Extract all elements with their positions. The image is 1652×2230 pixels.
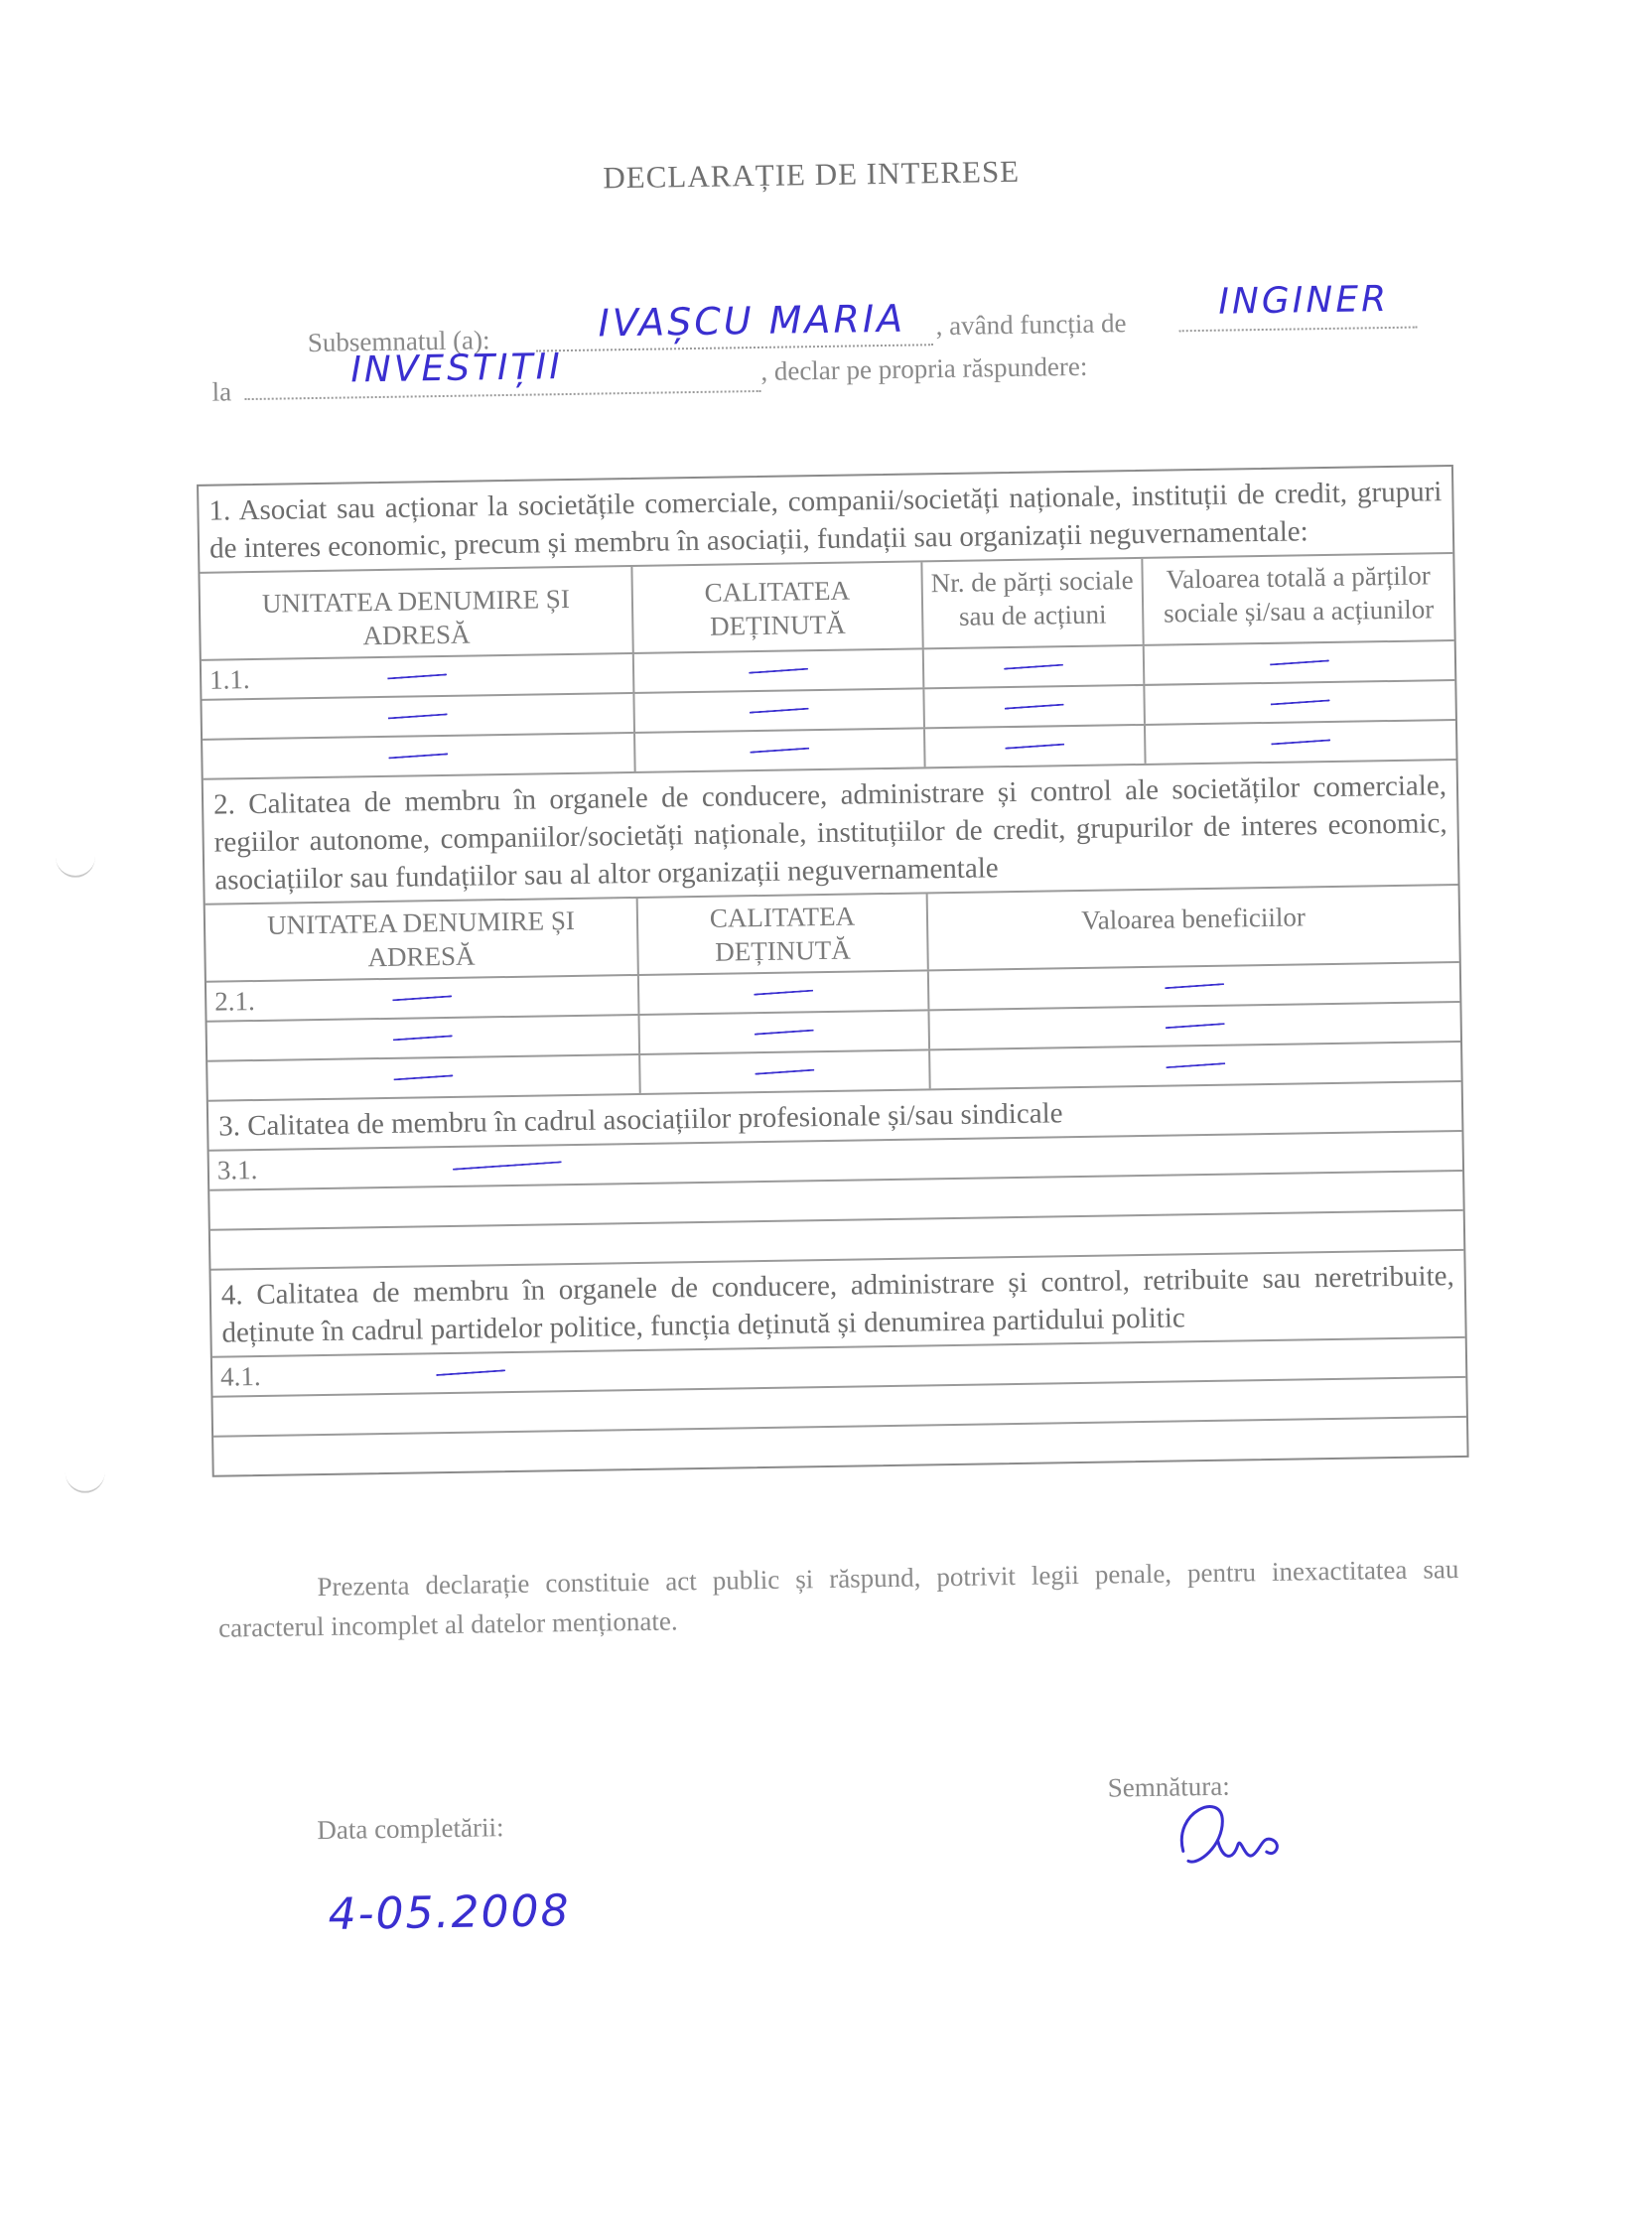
empty-dash xyxy=(436,1369,505,1376)
empty-dash xyxy=(750,748,809,754)
empty-dash xyxy=(1166,1062,1225,1068)
la-label: la xyxy=(211,376,232,407)
row-label: 2.1. xyxy=(213,986,255,1017)
punch-hole-mark xyxy=(65,1451,105,1493)
empty-dash xyxy=(755,1069,814,1075)
section4-heading: 4. Calitatea de membru în organele de conducere, administrare și control, retribuite sau neretribuite, deținute în cadrul partidelor politice, funcția deținută și denumirea partidului politic xyxy=(220,1260,1454,1349)
empty-dash xyxy=(749,668,808,674)
section1-col-calitatea: CALITATEA DEȚINUTĂ xyxy=(632,562,923,652)
empty-dash xyxy=(1166,1023,1225,1029)
section1-col-nr-parti: Nr. de părți sociale sau de acțiuni xyxy=(922,559,1144,647)
section2-col-calitatea: CALITATEA DEȚINUTĂ xyxy=(638,894,929,974)
section3-heading: 3. Calitatea de membru în cadrul asociațiilor profesionale și/sau sindicale xyxy=(217,1097,1063,1143)
empty-dash xyxy=(388,713,448,719)
declarant-name: IVAȘCU MARIA xyxy=(598,296,906,346)
empty-dash xyxy=(453,1161,562,1170)
subsemnatul-label: Subsemnatul (a): xyxy=(307,325,490,358)
section2-heading: 2. Calitatea de membru în organele de conducere, administrare și control ale societăților comerciale, regiilor autonome, companiilor/societăți naționale, instituțiilor de credit, grupurilor de interes economic, asociațiilor sau fundațiilor sau al altor organizații neguvernamentale xyxy=(212,769,1447,897)
la-value: INVESTIȚII xyxy=(349,347,564,391)
empty-dash xyxy=(754,990,813,996)
date-value: 4-05.2008 xyxy=(328,1885,571,1940)
empty-dash xyxy=(750,708,809,714)
empty-dash xyxy=(1271,699,1330,705)
interests-table xyxy=(197,465,1469,1477)
functia-label: , având funcția de xyxy=(935,308,1127,342)
section1-col-valoarea: Valoarea totală a părților sociale și/sau a acțiunilor xyxy=(1163,560,1435,628)
declar-text: , declar pe propria răspundere: xyxy=(760,350,1088,386)
section2-heading-row xyxy=(204,761,1458,906)
section2-col-valoarea: Valoarea beneficiilor xyxy=(1081,902,1307,935)
legal-statement: Prezenta declarație constituie act public și răspund, potrivit legii penale, pentru inexactitatea sau caracterul incomplet al datelor menționate. xyxy=(217,1554,1459,1643)
row-label: 3.1. xyxy=(216,1155,258,1185)
empty-dash xyxy=(392,995,452,1001)
functia-value: INGINER xyxy=(1217,278,1390,323)
empty-dash xyxy=(1004,664,1063,670)
row-label: 4.1. xyxy=(219,1360,261,1392)
punch-hole-mark xyxy=(56,836,96,879)
section1-heading: 1. Asociat sau acționar la societățile comerciale, companii/societăți naționale, instituții de credit, grupuri de interes economic, precum și membru în asociații, fundații sau organizații neguvernamentale: xyxy=(208,476,1443,565)
signature-mark xyxy=(1163,1789,1322,1882)
empty-dash xyxy=(1270,659,1329,665)
empty-dash xyxy=(393,1035,453,1041)
empty-dash xyxy=(1271,739,1330,745)
section1-col-unitatea: UNITATEA DENUMIRE ȘI ADRESĂ xyxy=(200,567,633,659)
empty-dash xyxy=(755,1030,814,1036)
empty-dash xyxy=(1165,983,1224,989)
page-title: DECLARAȚIE DE INTERESE xyxy=(603,153,1021,196)
empty-dash xyxy=(393,1074,453,1080)
empty-dash xyxy=(1005,744,1064,750)
empty-dash xyxy=(1005,704,1064,710)
section2-col-unitatea: UNITATEA DENUMIRE ȘI ADRESĂ xyxy=(206,899,639,981)
date-label: Data completării: xyxy=(317,1812,504,1846)
row-label: 1.1. xyxy=(208,664,250,695)
empty-dash xyxy=(387,673,447,679)
signature-label: Semnătura: xyxy=(1107,1770,1230,1803)
empty-dash xyxy=(388,753,448,759)
